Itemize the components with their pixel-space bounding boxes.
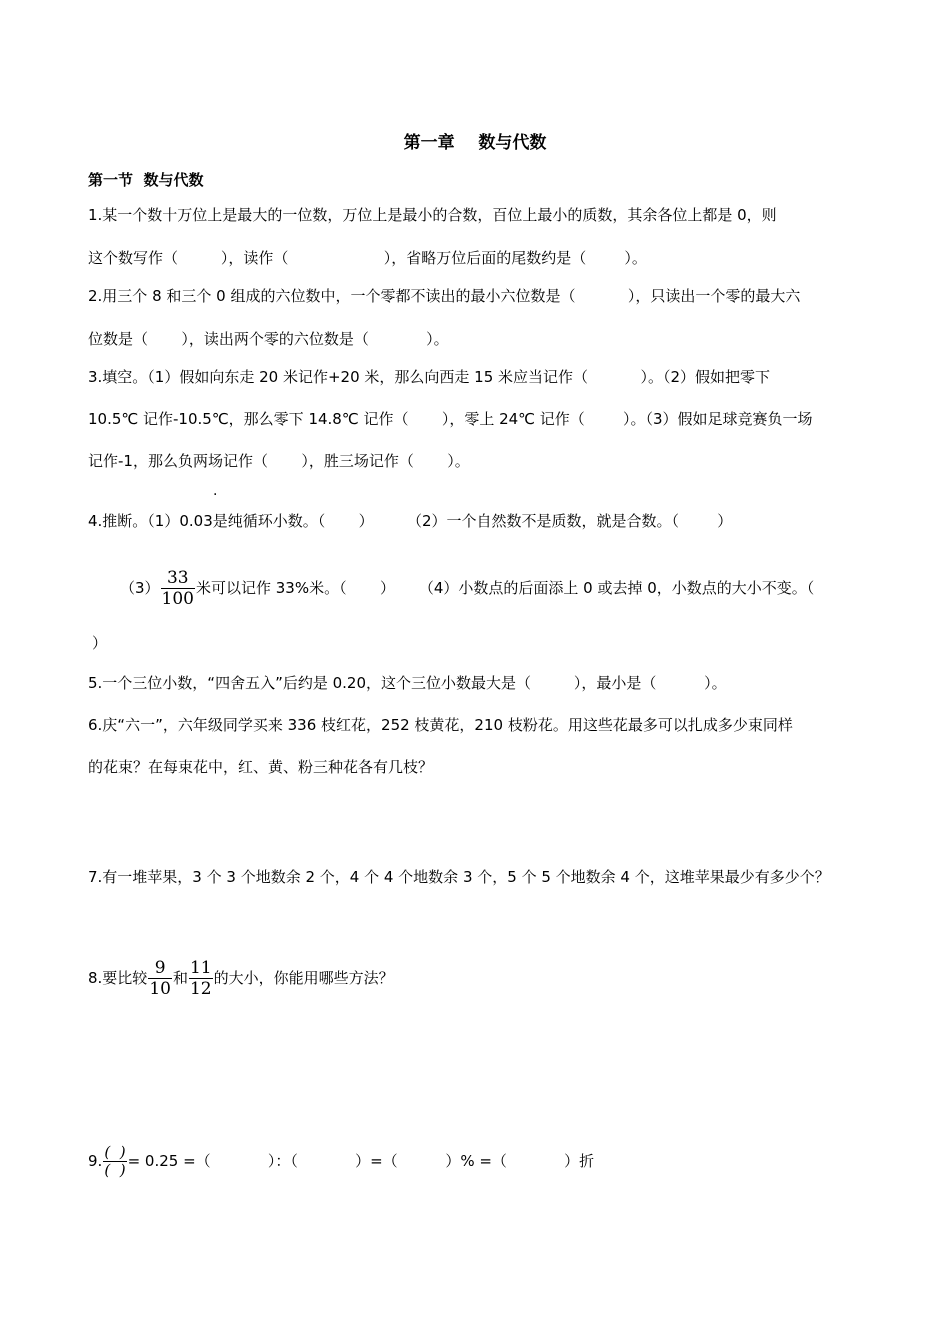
question-8-suffix: 的大小，你能用哪些方法？ — [213, 969, 394, 987]
question-1-line-1: 1.某一个数十万位上是最大的一位数，万位上是最小的合数，百位上最小的质数，其余各位上都是 0，则 — [88, 206, 777, 224]
question-1-line-2: 这个数写作（ ），读作（ ），省略万位后面的尾数约是（ ）。 — [88, 249, 647, 267]
question-6-line-1: 6.庆“六一”，六年级同学买来 336 枝红花，252 枝黄花，210 枝粉花。用这些花最多可以扎成多少束同样 — [88, 716, 793, 734]
fraction-denominator: 12 — [189, 979, 212, 999]
section-title: 第一节 数与代数 — [88, 171, 204, 189]
question-7: 7.有一堆苹果，3 个 3 个地数余 2 个，4 个 4 个地数余 3 个，5 个 5 个地数余 4 个，这堆苹果最少有多少个？ — [88, 868, 830, 886]
fraction-numerator: 11 — [189, 958, 212, 978]
fraction-33-100 — [161, 568, 195, 609]
question-9-suffix: = 0.25 =（ ）：（ ）=（ ）% =（ ）折 — [127, 1152, 595, 1170]
question-4-part-3-prefix: （3） — [120, 579, 160, 597]
fraction-denominator: 100 — [161, 589, 194, 609]
question-3-line-3: 记作-1，那么负两场记作（ ），胜三场记作（ ）。 — [88, 452, 470, 470]
question-9-prefix: 9. — [88, 1152, 103, 1170]
question-4-part-1-2: 4.推断。（1）0.03是纯循环小数。（ ） （2）一个自然数不是质数，就是合数。（ ） — [88, 512, 733, 530]
fraction-11-12 — [189, 958, 213, 999]
question-9 — [88, 1139, 594, 1183]
fraction-blank — [103, 1144, 126, 1179]
chapter-title: 第一章 数与代数 — [403, 133, 547, 153]
question-4-part-4-end: ） — [92, 634, 108, 652]
question-6-line-2: 的花束？在每束花中，红、黄、粉三种花各有几枝？ — [88, 758, 434, 776]
fraction-numerator: 9 — [154, 958, 166, 978]
fraction-numerator: 33 — [166, 568, 189, 588]
question-3-line-2: 10.5℃ 记作-10.5℃，那么零下 14.8℃ 记作（ ），零上 24℃ 记作（ ）。（3）假如足球竞赛负一场 — [88, 410, 813, 428]
question-2-line-2: 位数是（ ），读出两个零的六位数是（ ）。 — [88, 330, 449, 348]
question-8-mid: 和 — [172, 969, 188, 987]
fraction-numerator: ( ) — [104, 1143, 126, 1161]
fraction-denominator: ( ) — [104, 1161, 126, 1179]
question-2-line-1: 2.用三个 8 和三个 0 组成的六位数中，一个零都不读出的最小六位数是（ ），只读出一个零的最大六 — [88, 287, 801, 305]
question-3-line-1: 3.填空。（1）假如向东走 20 米记作+20 米，那么向西走 15 米应当记作（ ）。（2）假如把零下 — [88, 368, 771, 386]
fraction-9-10 — [148, 958, 172, 999]
question-4-part-3-4 — [120, 566, 814, 610]
question-8 — [88, 956, 394, 1000]
question-8-prefix: 8.要比较 — [88, 969, 148, 987]
question-5: 5.一个三位小数，“四舍五入”后约是 0.20，这个三位小数最大是（ ），最小是（ ）。 — [88, 674, 727, 692]
question-4-part-3-suffix: 米可以记作 33%米。（ ） （4）小数点的后面添上 0 或去掉 0，小数点的大小不变。（ — [196, 579, 815, 597]
repeating-decimal-dot: · — [213, 487, 218, 503]
fraction-denominator: 10 — [149, 979, 171, 999]
